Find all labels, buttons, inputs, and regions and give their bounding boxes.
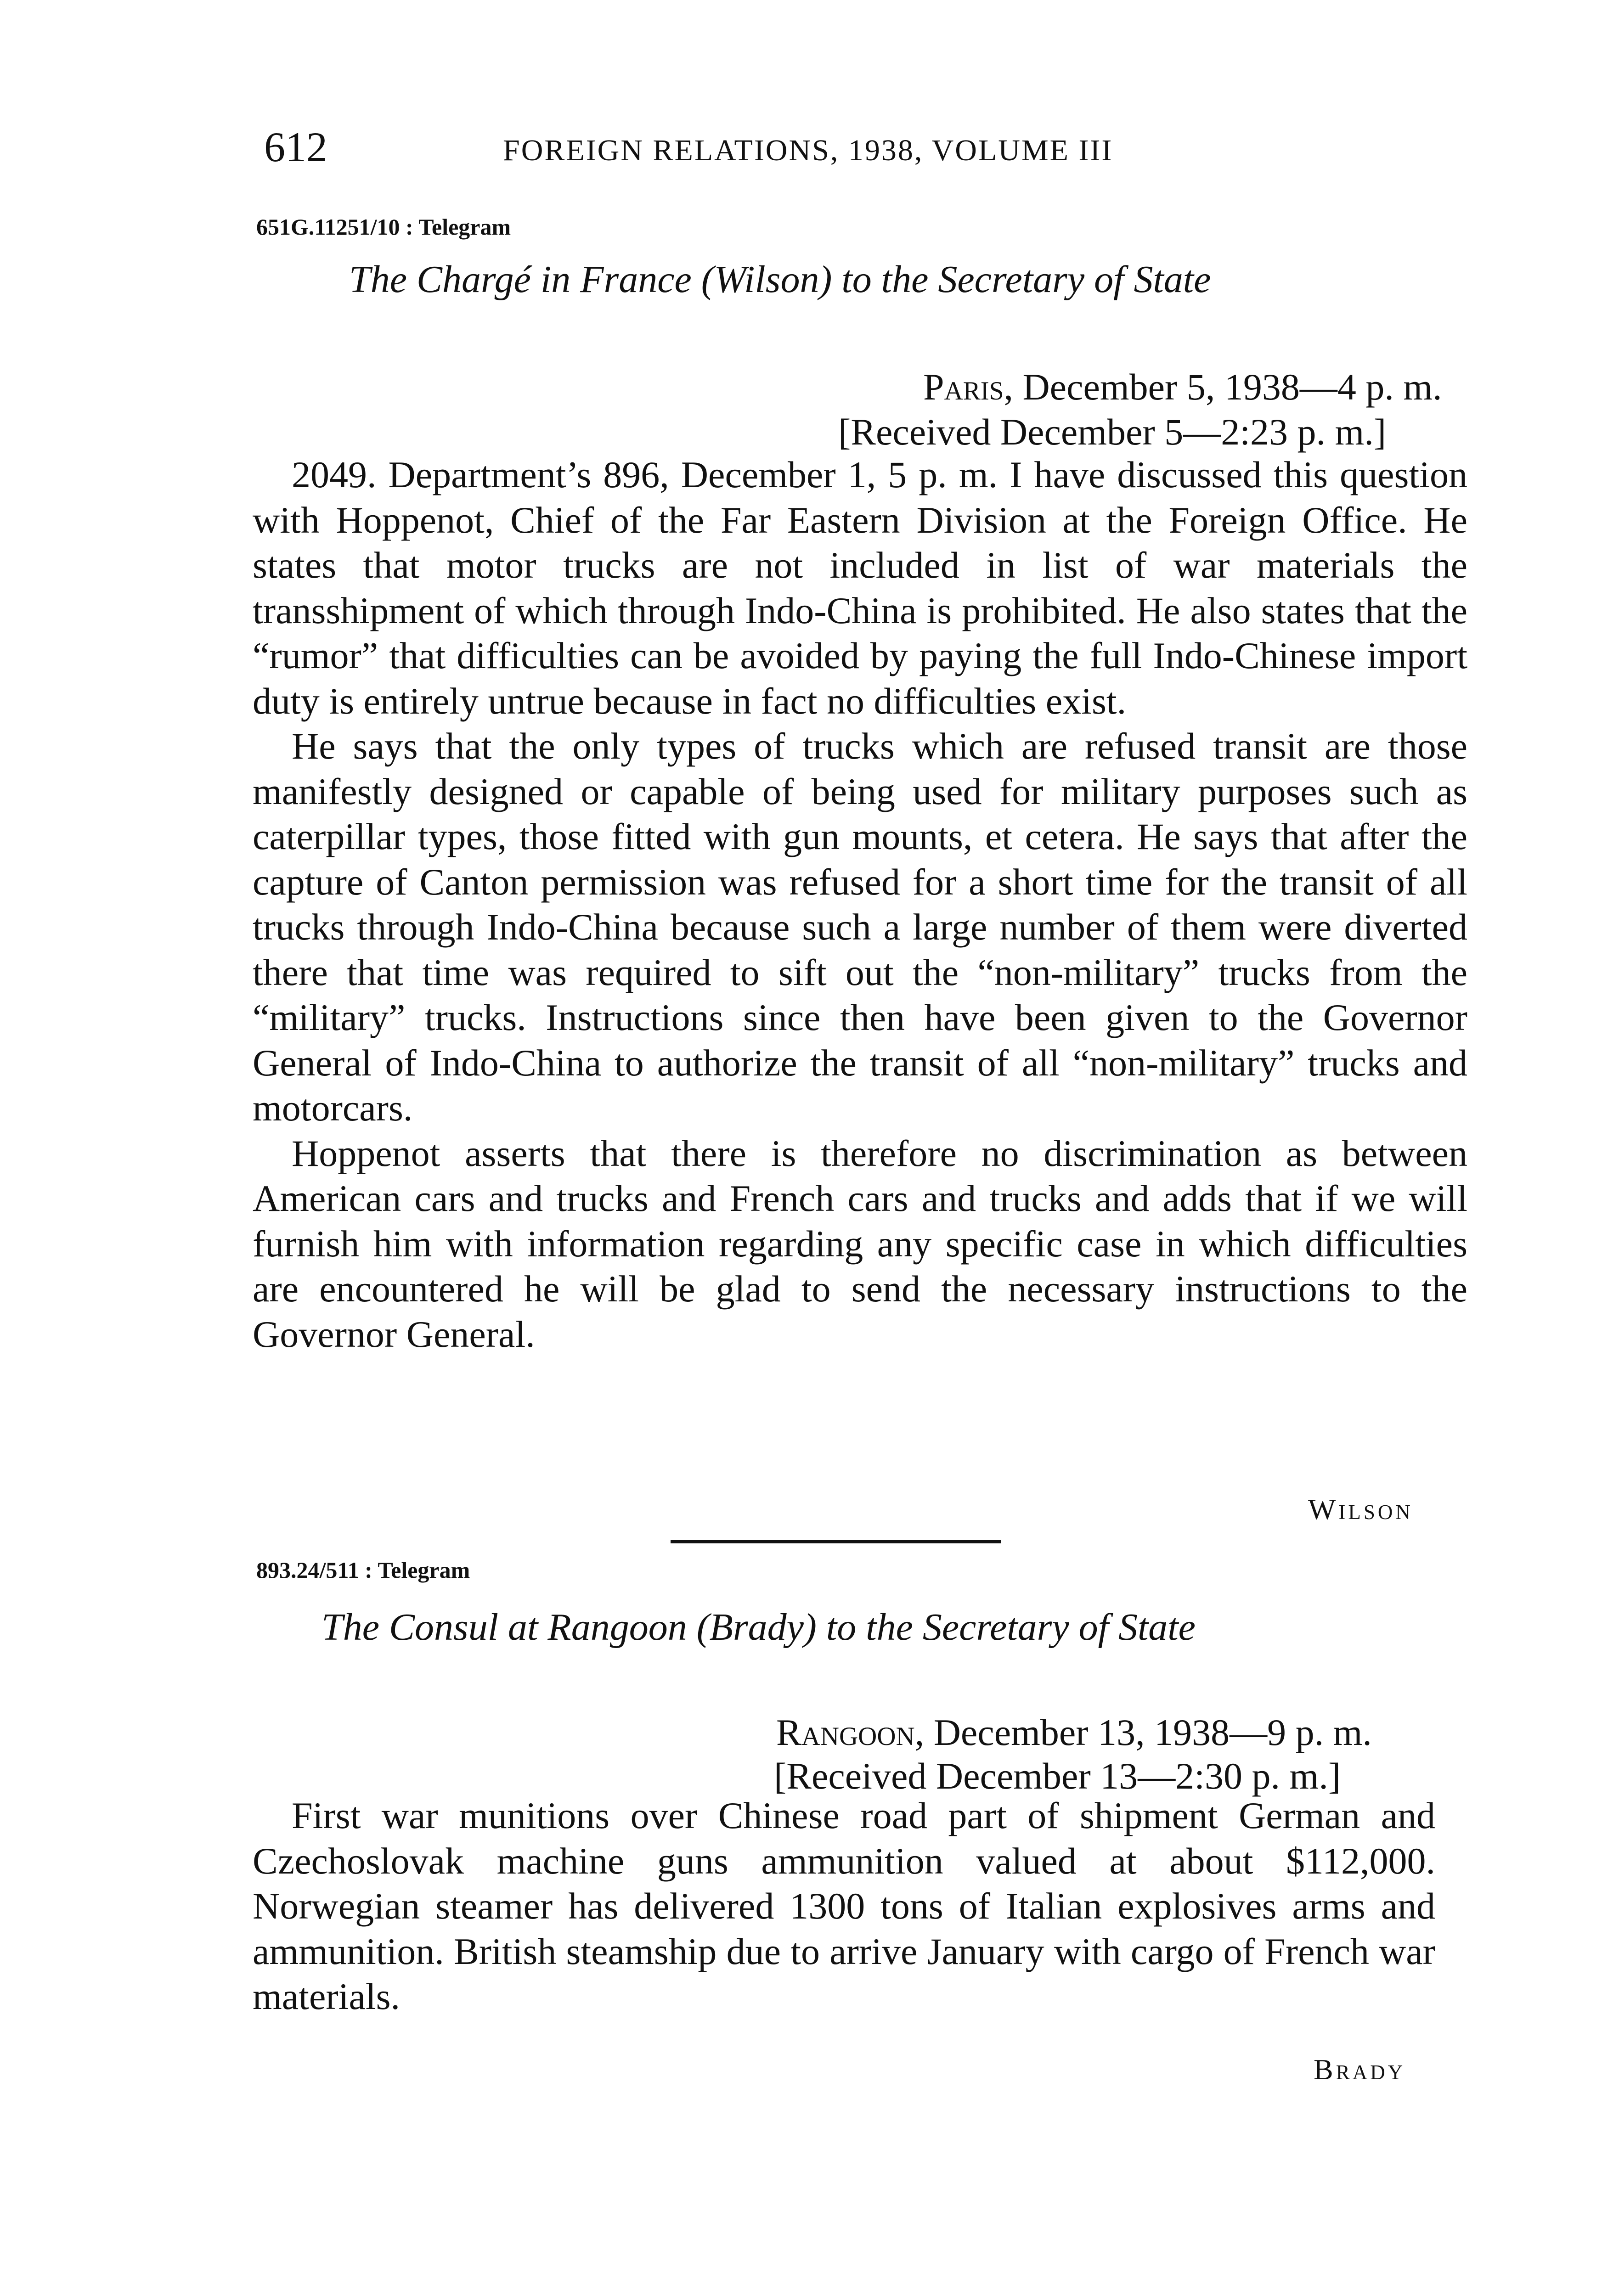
section-divider	[671, 1540, 1001, 1543]
dateline-date: , December 13, 1938—9 p. m.	[914, 1711, 1372, 1753]
signature: Wilson	[1308, 1493, 1413, 1525]
document-body	[253, 1793, 1435, 2020]
dateline-city: Paris	[923, 366, 1004, 408]
paragraph: He says that the only types of trucks which are refused transit are those manifestly designed or capable of being used for military purposes such as caterpillar types, those fitted with gun mounts, et cetera. He says that after the capture of Canton permission was refused for a short time for the transit of all trucks through Indo-China because such a large number of them were diverted there that time was required to sift out the “non-military” trucks from the “military” trucks. Instructions since then have been given to the Governor General of Indo-China to authorize the transit of all “non-military” trucks and motorcars.	[253, 725, 1467, 1129]
signature: Brady	[1314, 2053, 1406, 2086]
page-number: 612	[264, 124, 327, 170]
dateline	[776, 1708, 1372, 1756]
paragraph: First war munitions over Chinese road part of shipment German and Czechoslovak machine guns ammunition valued at about $112,000. Norwegian steamer has delivered 1300 tons of Italian explosives arms and ammunition. British steamship due to arrive January with cargo of French war materials.	[253, 1795, 1435, 2017]
paragraph: Hoppenot asserts that there is therefore no discrimination as between American cars and trucks and French cars and trucks and adds that if we will furnish him with information regarding any specific case in which difficulties are encountered he will be glad to send the necessary instructions to the Governor General.	[253, 1132, 1467, 1355]
page-header	[264, 117, 1233, 177]
document-body	[253, 452, 1467, 1357]
dateline-city: Rangoon	[776, 1711, 915, 1753]
received-line: [Received December 13—2:30 p. m.]	[774, 1755, 1341, 1797]
paragraph: 2049. Department’s 896, December 1, 5 p. m. I have discussed this question with Hoppenot, Chief of the Far Eastern Division at the Foreign Office. He states that motor trucks are not included in list of war materials the transshipment of which through Indo-China is prohibited. He also states that the “rumor” that difficulties can be avoided by paying the full Indo-Chinese import duty is entirely untrue because in fact no difficulties exist.	[253, 454, 1467, 722]
document-title: The Chargé in France (Wilson) to the Secretary of State	[349, 258, 1211, 301]
received-line: [Received December 5—2:23 p. m.]	[838, 411, 1387, 453]
document-title: The Consul at Rangoon (Brady) to the Secretary of State	[322, 1606, 1196, 1649]
file-reference: 651G.11251/10 : Telegram	[256, 214, 511, 240]
dateline-date: , December 5, 1938—4 p. m.	[1004, 366, 1442, 408]
running-head: FOREIGN RELATIONS, 1938, VOLUME III	[503, 134, 1113, 167]
dateline	[923, 363, 1442, 411]
file-reference: 893.24/511 : Telegram	[256, 1557, 470, 1583]
